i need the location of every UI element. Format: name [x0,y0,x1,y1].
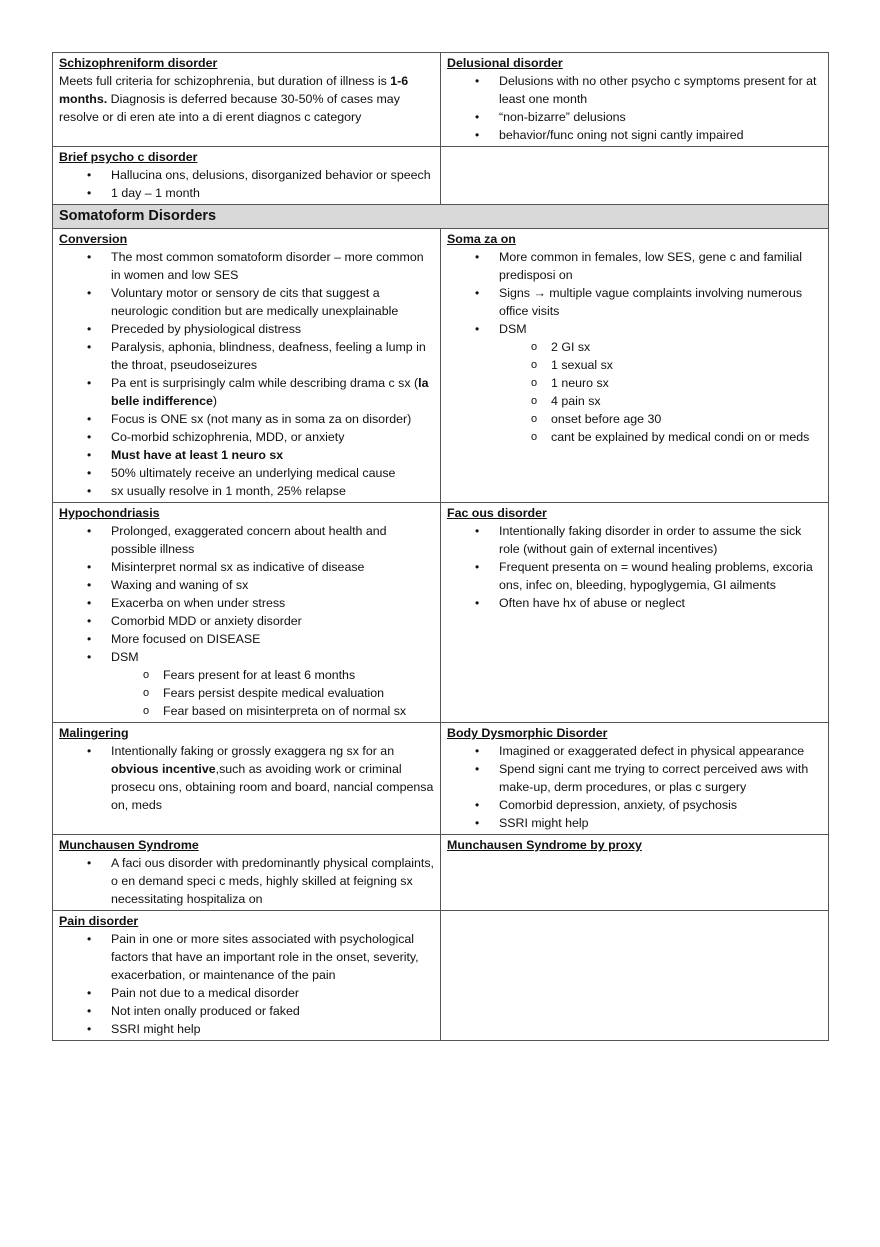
text-part: Signs [499,286,530,300]
dsm-sublist [499,338,822,446]
list-item [499,284,822,320]
list-item: o Fears present for at least 6 months [163,666,434,684]
list-item: • Imagined or exaggerated defect in physical appearance [499,742,822,760]
somatization-title: Soma za on [447,232,516,246]
list-item: • Pain not due to a medical disorder [111,984,434,1002]
text-part: DSM [499,322,527,336]
brief-title: Brief psycho c disorder [59,150,198,164]
bdd-title: Body Dysmorphic Disorder [447,726,608,740]
list-item: • A faci ous disorder with predominantly physical complaints, o en demand speci c meds, highly skilled at feigning sx necessitating hospitaliza on [111,854,434,908]
arrow-right-icon: → [533,286,546,300]
somatization-cell [441,229,829,503]
obvious-incentive-bold: obvious incentive [111,762,216,776]
list-item: • sx usually resolve in 1 month, 25% relapse [111,482,434,500]
list-item: o 1 neuro sx [551,374,822,392]
bdd-list [447,742,822,832]
list-item: o cant be explained by medical condi on or meds [551,428,822,446]
list-item: • Comorbid depression, anxiety, of psychosis [499,796,822,814]
list-item: • SSRI might help [499,814,822,832]
conversion-cell [53,229,441,503]
munchausen-cell [53,835,441,911]
list-item: • 1 day – 1 month [111,184,434,202]
list-item: • SSRI might help [111,1020,434,1038]
munchausen-proxy-cell [441,835,829,911]
list-item: • Waxing and waning of sx [111,576,434,594]
list-item: • Preceded by physiological distress [111,320,434,338]
list-item [111,742,434,814]
list-item: • Co-morbid schizophrenia, MDD, or anxiety [111,428,434,446]
brief-list [59,166,434,202]
belle-indifference-bold: la belle indifference [111,376,429,408]
text-part: Intentionally faking or grossly exaggera ng sx for an [111,744,395,758]
brief-cell [53,147,441,205]
list-item [499,320,822,446]
text-part: ,such as avoiding work or criminal prosecu ons, obtaining room and board, nancial compensa on, meds [111,762,434,812]
list-item: • Misinterpret normal sx as indicative of disease [111,558,434,576]
table-row [53,723,829,835]
empty-cell [441,147,829,205]
text-part: multiple vague complaints involving numerous office visits [499,286,803,318]
hypochondriasis-title: Hypochondriasis [59,506,160,520]
bdd-cell [441,723,829,835]
list-item: • Comorbid MDD or anxiety disorder [111,612,434,630]
factitious-title: Fac ous disorder [447,506,547,520]
notes-sheet [52,52,829,1041]
section-title: Somatoform Disorders [53,205,829,229]
pain-title: Pain disorder [59,914,139,928]
list-item: • Paralysis, aphonia, blindness, deafness, feeling a lump in the throat, pseudoseizures [111,338,434,374]
list-item: o 2 GI sx [551,338,822,356]
text-part: DSM [111,650,139,664]
text-part: ) [212,394,218,408]
pain-cell [53,911,441,1041]
list-item: • behavior/func oning not signi cantly impaired [499,126,822,144]
dsm-sublist [111,666,434,720]
malingering-title: Malingering [59,726,129,740]
section-row [53,205,829,229]
list-item: o 1 sexual sx [551,356,822,374]
list-item: • More common in females, low SES, gene c and familial predisposi on [499,248,822,284]
munchausen-list [59,854,434,908]
delusional-cell [441,53,829,147]
list-item: • Not inten onally produced or faked [111,1002,434,1020]
table-row [53,53,829,147]
hypochondriasis-cell [53,503,441,723]
empty-cell [441,911,829,1041]
neuro-sx-bold: Must have at least 1 neuro sx [111,448,284,462]
list-item [111,446,434,464]
list-item: • Voluntary motor or sensory de cits that suggest a neurologic condition but are medically unexplainable [111,284,434,320]
text-part: Meets full criteria for schizophrenia, but duration of illness is [59,74,391,88]
list-item: • Prolonged, exaggerated concern about health and possible illness [111,522,434,558]
factitious-list [447,522,822,612]
list-item: • Focus is ONE sx (not many as in soma za on disorder) [111,410,434,428]
list-item [111,374,434,410]
list-item: • Intentionally faking disorder in order to assume the sick role (without gain of external incentives) [499,522,822,558]
list-item: • Frequent presenta on = wound healing problems, excoria ons, infec on, bleeding, hypoglygemia, GI ailments [499,558,822,594]
list-item: • 50% ultimately receive an underlying medical cause [111,464,434,482]
list-item: o Fear based on misinterpreta on of normal sx [163,702,434,720]
delusional-list [447,72,822,144]
table-row [53,911,829,1041]
list-item: • Spend signi cant me trying to correct perceived aws with make-up, derm procedures, or plas c surgery [499,760,822,796]
list-item: o onset before age 30 [551,410,822,428]
list-item [111,648,434,720]
list-item: • Hallucina ons, delusions, disorganized behavior or speech [111,166,434,184]
list-item: • Often have hx of abuse or neglect [499,594,822,612]
table-row [53,229,829,503]
list-item: • More focused on DISEASE [111,630,434,648]
text-part: Pa ent is surprisingly calm while describing drama c sx ( [111,376,419,390]
hypochondriasis-list [59,522,434,720]
delusional-title: Delusional disorder [447,56,563,70]
table-row [53,835,829,911]
schizophreniform-text [59,72,434,126]
list-item: o Fears persist despite medical evaluation [163,684,434,702]
somatization-list [447,248,822,446]
text-part: Diagnosis is deferred because 30-50% of cases may resolve or di eren ate into a di erent diagnos c category [59,92,400,124]
conversion-list [59,248,434,500]
table-row [53,503,829,723]
malingering-cell [53,723,441,835]
munchausen-proxy-title: Munchausen Syndrome by proxy [447,838,642,852]
list-item: • The most common somatoform disorder – more common in women and low SES [111,248,434,284]
malingering-list [59,742,434,814]
schizophreniform-title: Schizophreniform disorder [59,56,218,70]
conversion-title: Conversion [59,232,128,246]
factitious-cell [441,503,829,723]
list-item: o 4 pain sx [551,392,822,410]
schizophreniform-cell [53,53,441,147]
table-row [53,147,829,205]
disorders-table [52,52,829,1041]
munchausen-title: Munchausen Syndrome [59,838,199,852]
list-item: • “non-bizarre” delusions [499,108,822,126]
list-item: • Pain in one or more sites associated with psychological factors that have an important role in the onset, severity, exacerbation, or maintenance of the pain [111,930,434,984]
list-item: • Exacerba on when under stress [111,594,434,612]
list-item: • Delusions with no other psycho c symptoms present for at least one month [499,72,822,108]
pain-list [59,930,434,1038]
duration-bold: 1-6 months. [59,74,409,106]
